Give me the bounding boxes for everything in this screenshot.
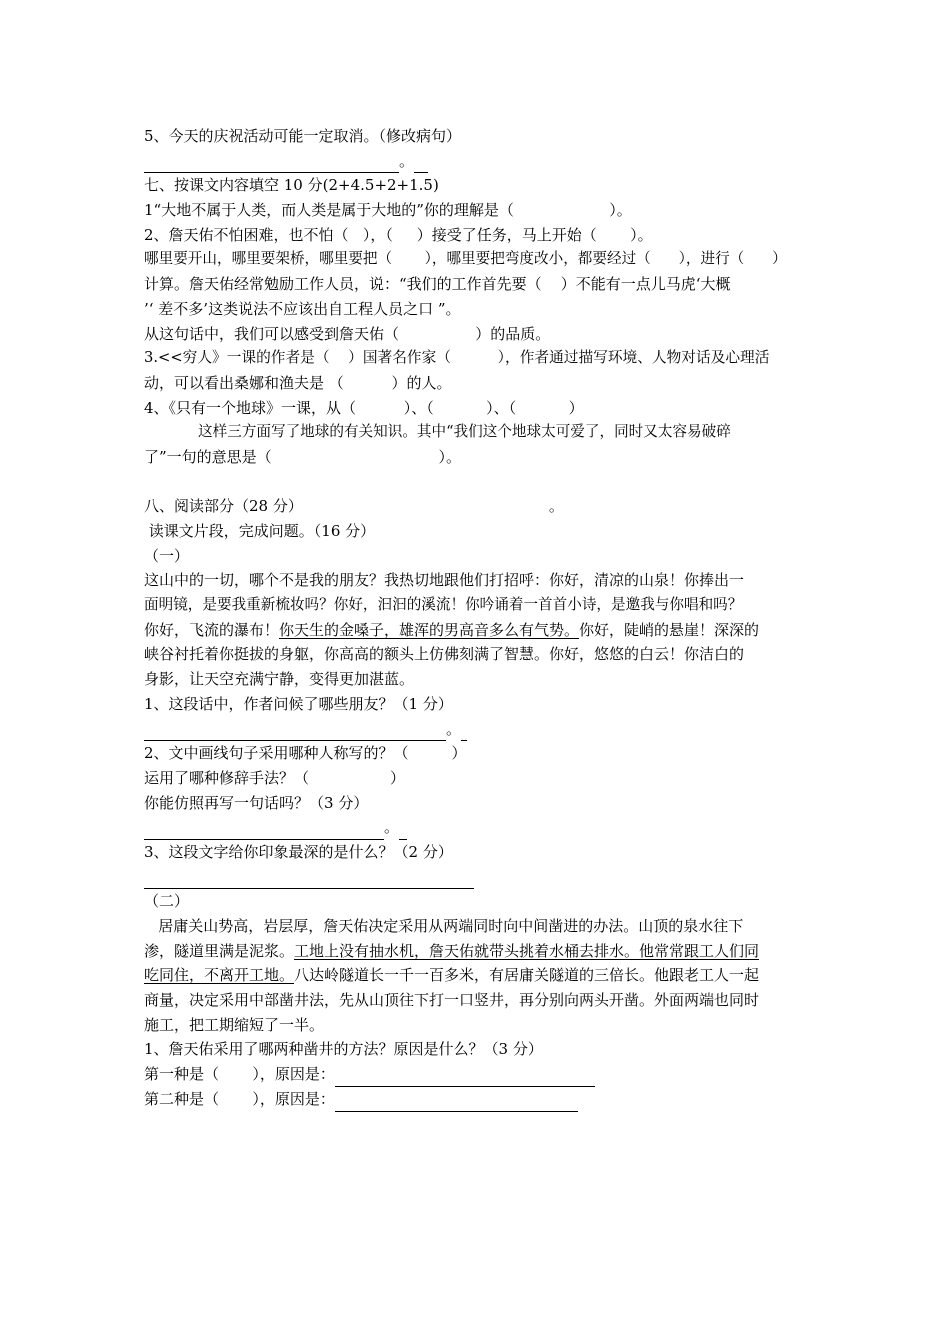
- p2-line4: 商量，决定采用中部凿井法，先从山顶往下打一口竖井，再分别向两头开凿。外面两端也同时: [144, 991, 760, 1010]
- p2-line2-a: 渗，隧道里满是泥浆。: [144, 941, 295, 960]
- s7-q2-line1: 2、詹天佑不怕困难，也不怕（ ），（ ）接受了任务，马上开始（ ）。: [144, 225, 653, 244]
- p1-q3: 3、这段文字给你印象最深的是什么？（2 分）: [144, 842, 453, 861]
- p2-answer1-blank[interactable]: [335, 1068, 595, 1087]
- s7-q4-line2: 这样三方面写了地球的有关知识。其中“我们这个地球太可爱了，同时又太容易破碎: [198, 423, 731, 441]
- p2-line3-b: 八达岭隧道长一千一百多米，有居庸关隧道的三倍长。他跟老工人一起: [294, 966, 760, 985]
- p2-answer2: [144, 1087, 810, 1112]
- p1-q1-answer-line[interactable]: [144, 717, 810, 742]
- section8-title-dot: 。: [548, 497, 564, 516]
- p2-underlined-sentence-b: 吃同住，不离开工地。: [144, 966, 295, 985]
- p1-q3-answer-line[interactable]: [144, 865, 810, 890]
- p2-q1: 1、詹天佑采用了哪两种凿井的方法？原因是什么？（3 分）: [144, 1040, 543, 1059]
- p1-q2-period: 。: [384, 818, 400, 837]
- q5-answer-line[interactable]: [144, 149, 810, 174]
- exam-page: [144, 124, 810, 1112]
- p2-answer2-blank[interactable]: [335, 1093, 578, 1112]
- p1-line3-b: 你好，陡峭的悬崖！深深的: [579, 620, 760, 639]
- p2-answer1: [144, 1062, 810, 1087]
- passage1-label: （一）: [144, 546, 190, 565]
- p2-underlined-sentence-a: 工地上没有抽水机，詹天佑就带头挑着水桶去排水。他常常跟工人们同: [294, 941, 760, 960]
- p1-line3: [144, 618, 810, 643]
- p1-q1: 1、这段话中，作者问候了哪些朋友？（1 分）: [144, 694, 453, 713]
- s7-q2-line5: 从这句话中，我们可以感受到詹天佑（ ）的品质。: [144, 324, 551, 343]
- p1-q2c: 你能仿照再写一句话吗？（3 分）: [144, 793, 369, 812]
- p1-line3-a: 你好，飞流的瀑布！: [144, 620, 280, 639]
- s7-q3-line2: 动，可以看出桑娜和渔夫是 （ ）的人。: [144, 373, 452, 392]
- p1-q1-period: 。: [446, 719, 462, 738]
- q5-line: 5、今天的庆祝活动可能一定取消。（修改病句）: [144, 127, 462, 145]
- p2-line3: [144, 963, 810, 988]
- passage2-label: （二）: [144, 892, 190, 911]
- s7-q2-line2: 哪里要开山，哪里要架桥，哪里要把（ ），哪里要把弯度改小，都要经过（ ），进行（ ）: [144, 250, 787, 268]
- s7-q3-line1: 3.<<穷人》一课的作者是（ ）国著名作家（ ），作者通过描写环境、人物对话及心理活: [144, 349, 770, 367]
- spacer: [144, 470, 810, 495]
- p1-q2: 2、文中画线句子采用哪种人称写的？（ ）: [144, 744, 467, 763]
- s7-q2-line4: ’‘ 差不多’这类说法不应该出自工程人员之口 ”。: [144, 299, 461, 318]
- s7-q4-line1: 4、《只有一个地球》一课，从（ ）、（ ）、（ ）: [144, 398, 584, 417]
- p2-line5: 施工，把工期缩短了一半。: [144, 1015, 325, 1034]
- p1-q2-answer-line[interactable]: [144, 815, 810, 840]
- p2-line2: [144, 939, 810, 964]
- s8-intro: 读课文片段，完成问题。（16 分）: [144, 522, 376, 540]
- q5-period: 。: [399, 151, 415, 170]
- p1-underlined-sentence: 你天生的金嗓子，雄浑的男高音多么有气势。: [279, 620, 580, 639]
- p2-answer2-label: 第二种是（ ），原因是：: [144, 1089, 335, 1108]
- s7-q2-line3: 计算。詹天佑经常勉励工作人员，说：“我们的工作首先要（ ）不能有一点儿马虎‘大概: [144, 275, 731, 294]
- section8-title: [144, 494, 810, 519]
- section7-title: 七、按课文内容填空 10 分(2+4.5+2+1.5): [144, 176, 439, 195]
- p2-answer1-label: 第一种是（ ），原因是：: [144, 1065, 335, 1084]
- p1-line2: 面明镜，是要我重新梳妆吗？你好，汩汩的溪流！你吟诵着一首首小诗，是邀我与你唱和吗？: [144, 596, 743, 614]
- p1-line1: 这山中的一切，哪个不是我的朋友？我热切地跟他们打招呼：你好，清凉的山泉！你捧出一: [144, 571, 745, 590]
- s7-q4-line3: 了”一句的意思是（ ）。: [144, 447, 462, 466]
- p2-line1: 居庸关山势高，岩层厚，詹天佑决定采用从两端同时向中间凿进的办法。山顶的泉水往下: [144, 917, 744, 935]
- section8-title-text: 八、阅读部分（28 分）: [144, 497, 303, 516]
- p1-q2b: 运用了哪种修辞手法？（ ）: [144, 768, 406, 787]
- s7-q1: 1“大地不属于人类，而人类是属于大地的”你的理解是（ ）。: [144, 201, 632, 220]
- p1-line4: 峡谷衬托着你挺拔的身躯，你高高的额头上仿佛刻满了智慧。你好，悠悠的白云！你洁白的: [144, 645, 745, 664]
- p1-line5: 身影，让天空充满宁静，变得更加湛蓝。: [144, 670, 415, 689]
